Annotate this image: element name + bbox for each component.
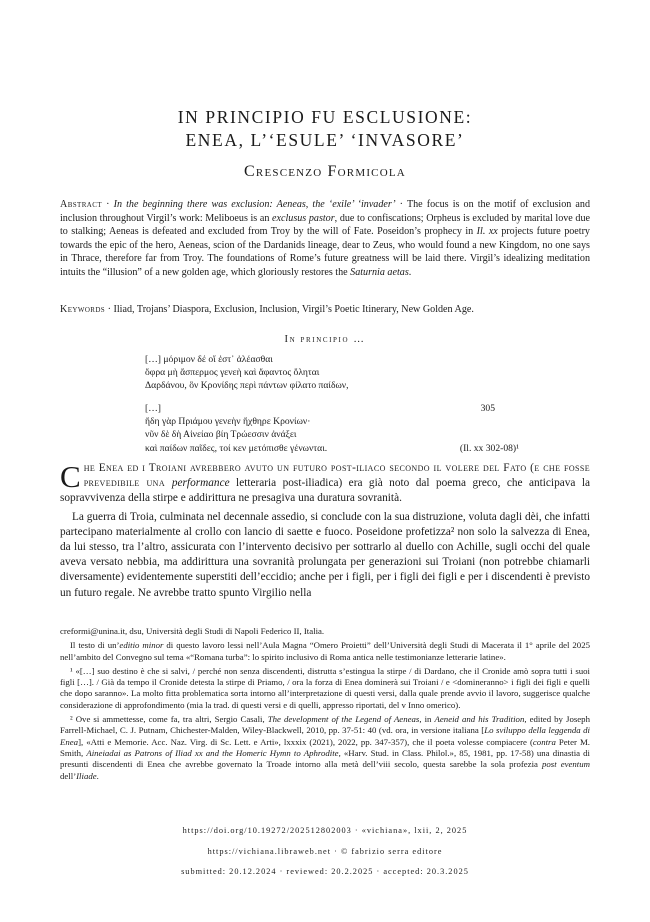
footnote-text: , edited by Joseph Farrell-Michael, C. J. Putnam, Chichester-Malden, Wiley-Blackwell, 2010, pp. 37-51: 40 (vd. ora, in versione italiana [ — [60, 714, 590, 736]
abstract-label: Abstract — [60, 199, 102, 210]
paragraph-text: letteraria post-iliadica) era già noto dal poema greco, che anticipava la sopravvivenza della stirpe e addirittura ne presagiva una duratura sovranità. — [60, 477, 590, 505]
verse-reference: (Il. xx 302-08)¹ — [459, 442, 519, 454]
abstract-text: . — [408, 266, 412, 278]
footnote-text: Peter M. Smith, — [60, 736, 590, 758]
abstract-text: , due to confiscations; Orpheus is excluded by marital love due to stalking; Aeneas is defeated and excluded from Troy by the will of Fate. Poseidon’s prophecy in — [60, 212, 590, 238]
footnote-0 — [60, 640, 590, 663]
verse-line: ἤδη γὰρ Πριάμου γενεὴν ἤχθηρε Κρονίων· — [145, 416, 311, 428]
keywords-text: · Iliad, Trojans’ Diaspora, Exclusion, Inclusion, Virgil’s Poetic Itinerary, New Golden Age. — [105, 304, 474, 315]
abstract-text: The focus is on the motif of exclusion and inclusion throughout Virgil’s work: Meliboeus is an — [60, 199, 591, 224]
footnote-text: dell’ — [60, 770, 77, 781]
footnote-text: ], «Atti e Memorie. Acc. Naz. Virg. di Sc. Lett. e Arti», lxxxix (2021), 2022, pp. 347-357), che il poeta volesse compiacere ( — [78, 736, 533, 747]
footnote-italic: The development of the Legend of Aeneas — [267, 714, 420, 725]
author-name: Crescenzo Formicola — [244, 163, 406, 180]
body-paragraph-2: La guerra di Troia, culminata nel decennale assedio, si conclude con la sua distruzione, voluta dagli dèi, che infatti partecipano materialmente al crollo con lancio di saette e fuoco. Poseidone profetizza² non solo la salvezza di Enea, da lui stesso, tra l’altro, assicurata con l’intervento decisivo per sottrarlo al duello con Achille, sugli occhi del quale aveva versato nebbia, ma addirittura una sovranità prolungata per generazioni sui Troiani (non potrebbe chiamarli diversamente) evidentemente superstiti dell’eccidio; anche per i figli, per i figli dei figli e per i discendenti è previsto un futuro regale. Ne avrebbe tratto spunto Virgilio nella — [60, 510, 590, 599]
abstract-italic: exclusus pastor — [272, 212, 335, 224]
verse-line: […] μόριμον δέ οἵ ἐστ᾽ ἀλέασθαι — [145, 354, 273, 365]
footnote-text: ² Ove si ammettesse, come fa, tra altri, Sergio Casali, — [70, 714, 268, 725]
abstract-italic: Il. xx — [476, 226, 498, 238]
paragraph-text: he Enea ed i Troiani avrebbero avuto un futuro post-iliaco secondo il volere del Fato (e che fosse prevedibile una — [83, 462, 590, 490]
greek-verse-block-1 — [145, 353, 505, 393]
footer-doi: https://doi.org/10.19272/202512802003 · «vichiana», lxii, 2, 2025 — [182, 826, 468, 835]
verse-line-with-number — [145, 402, 505, 415]
footnote-text: Il testo di un’ — [70, 640, 120, 651]
paragraph-italic: performance — [171, 477, 230, 490]
verse-line-number: 305 — [480, 403, 495, 414]
footnote-italic: contra — [532, 736, 556, 747]
article-title-line-1: IN PRINCIPIO FU ESCLUSIONE: — [177, 107, 473, 127]
body-text — [60, 461, 590, 601]
footnote-1: ¹ «[…] suo destino è che si salvi, / perché non senza discendenti, distrutta s’estingua la stirpe / di Dardano, che il Cronide amò sopra tutti i suoi figli […]. / Già da tempo il Cronide detesta la stirpe di Priamo, / ora la forza di Enea dominerà sui Troiani / e <domineranno> i figli dei figli e quelli che dopo saranno». La molto fitta problematica sorta intorno all’interpretazione di questi versi, dalla quale prende avvio il lavoro, suggerisce qualche considerazione di approfondimento (mia la trad. di questi versi e di quelli, appresso riportati, del v Inno omerico). — [60, 665, 590, 710]
verse-line: […] — [145, 403, 161, 414]
keywords — [60, 303, 590, 316]
author-affiliation — [60, 626, 590, 637]
abstract-english-title: In the beginning there was exclusion: Aeneas, the ‘exile’ ‘invader’ — [113, 199, 396, 210]
section-heading: In principio … — [284, 334, 366, 345]
footnote-text: , «Harv. Stud. in Class. Philol.», 85, 1981, pp. 17-58) una dinastia di presunti discendenti di Enea che avrebbe governato la Troade intorno alla metà dell’viii secolo, questa sarebbe la sola profezia — [60, 747, 590, 770]
footnote-text: . — [96, 770, 99, 781]
footnote-italic: editio minor — [119, 640, 164, 651]
verse-line-with-reference — [145, 442, 519, 455]
abstract — [60, 198, 590, 280]
article-title-line-2: ENEA, L’‘ESULE’ ‘INVASORE’ — [185, 130, 465, 150]
abstract-italic: Saturnia aetas — [350, 266, 409, 278]
footnote-italic: Iliade — [76, 770, 97, 781]
footnotes — [60, 626, 590, 785]
abstract-separator-2: · — [395, 199, 407, 210]
abstract-text: projects future poetry towards the epic of the hero, Aeneas, scion of the Dardanids lineage, dear to Zeus, who would found a new Kingdom, no one says in Thrace, therefore far from Troy. The foundations of Rome’s future greatness will be laid there. Virgil’s idealizing meditation intuits the “illusion” of a new golden age, which gloriously restores the — [60, 226, 590, 278]
footer-publisher: https://vichiana.libraweb.net · © fabrizio serra editore — [207, 847, 443, 856]
footnote-2 — [60, 714, 590, 782]
abstract-separator: · — [102, 199, 114, 210]
body-paragraph-1 — [60, 461, 590, 507]
greek-verse-block-2 — [145, 402, 519, 455]
footnote-italic: Aeneid and his Tradition — [434, 714, 525, 725]
keywords-label: Keywords — [60, 304, 106, 315]
footnote-text: , in — [419, 714, 435, 725]
drop-cap: C — [60, 459, 81, 494]
footnote-text: di questo lavoro lessi nell’Aula Magna “Omero Proietti” dell’Università degli Studi di Macerata il 1° aprile del 2025 nell’ambito del Convegno sul tema «“Romana turba”: lo spirito inclusivo di Roma antica nelle testimonianze letterarie latine». — [60, 640, 590, 662]
footnote-italic: post eventum — [541, 759, 590, 770]
verse-line: Δαρδάνου, ὃν Κρονίδης περὶ πάντων φίλατο παίδων, — [145, 380, 349, 392]
footnote-italic: Lo sviluppo della leggenda di Enea — [60, 725, 591, 747]
footer-dates: submitted: 20.12.2024 · reviewed: 20.2.2025 · accepted: 20.3.2025 — [181, 867, 469, 876]
verse-line: νῦν δὲ δὴ Αἰνείαο βίη Τρώεσσιν ἀνάξει — [145, 429, 297, 441]
verse-line: ὄφρα μὴ ἄσπερμος γενεὴ καὶ ἄφαντος ὄληται — [145, 367, 320, 379]
footnote-italic: Aineiadai as Patrons of Iliad xx and the Homeric Hymn to Aphrodite — [86, 747, 339, 758]
verse-line: καὶ παίδων παῖδες, τοί κεν μετόπισθε γένωνται. — [145, 442, 328, 454]
affiliation-text: creformi@unina.it, dsu, Università degli Studi di Napoli Federico II, Italia. — [60, 626, 325, 636]
